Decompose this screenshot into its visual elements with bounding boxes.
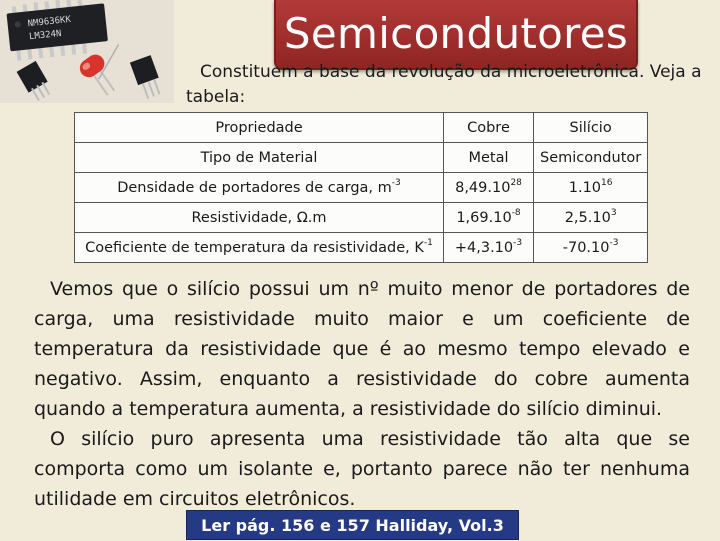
page-title: Semicondutores [283, 9, 629, 58]
copper-cell: $1,69.10^{-8}$ [444, 203, 534, 233]
semiconductor-components-photo [0, 0, 174, 103]
silicon-cell: Semicondutor [534, 143, 648, 173]
reading-reference-button[interactable]: Ler pág. 156 e 157 Halliday, Vol.3 [186, 510, 519, 540]
property-cell: Densidade de portadores de carga, $m^{-3}$ [75, 173, 444, 203]
table-row [75, 233, 648, 263]
paragraph-carriers: Vemos que o silício possui um nº muito menor de portadores de carga, uma resistividade muito maior e um coeficiente de temperatura da resistividade que é ao mesmo tempo elevado e negativo. Assim, enquanto a resistividade do cobre aumenta quando a temperatura aumenta, a resistividade do silício diminui. [34, 278, 690, 420]
table-row [75, 143, 648, 173]
table-header-row [75, 113, 648, 143]
chips-illustration [0, 0, 174, 103]
silicon-cell: 1.10$^{16}$ [534, 173, 648, 203]
header-cell-property: Propriedade [75, 113, 444, 143]
header-cell-silicon: Silício [534, 113, 648, 143]
paragraph-insulator: O silício puro apresenta uma resistividade tão alta que se comporta como um isolante e, portanto parece não ter nenhuma utilidade em circuitos eletrônicos. [34, 428, 690, 510]
copper-cell: Metal [444, 143, 534, 173]
chip-marking-2: LM324N [28, 28, 62, 43]
property-cell: Coeficiente de temperatura da resistividade, $K^{-1}$ [75, 233, 444, 263]
properties-table [74, 112, 648, 263]
intro-text: Constituem a base da revolução da microeletrônica. Veja a tabela: [186, 62, 702, 107]
copper-cell: $+4,3.10^{-3}$ [444, 233, 534, 263]
explanation-text [34, 274, 690, 514]
silicon-cell: $-70.10^{-3}$ [534, 233, 648, 263]
silicon-cell: 2,5.10$^3$ [534, 203, 648, 233]
chip-marking-1: NM9636KK [27, 14, 72, 30]
table-row [75, 173, 648, 203]
header-cell-copper: Cobre [444, 113, 534, 143]
table-row [75, 203, 648, 233]
copper-cell: 8,49.10$^{28}$ [444, 173, 534, 203]
property-cell: Resistividade, Ω.m [75, 203, 444, 233]
property-cell: Tipo de Material [75, 143, 444, 173]
